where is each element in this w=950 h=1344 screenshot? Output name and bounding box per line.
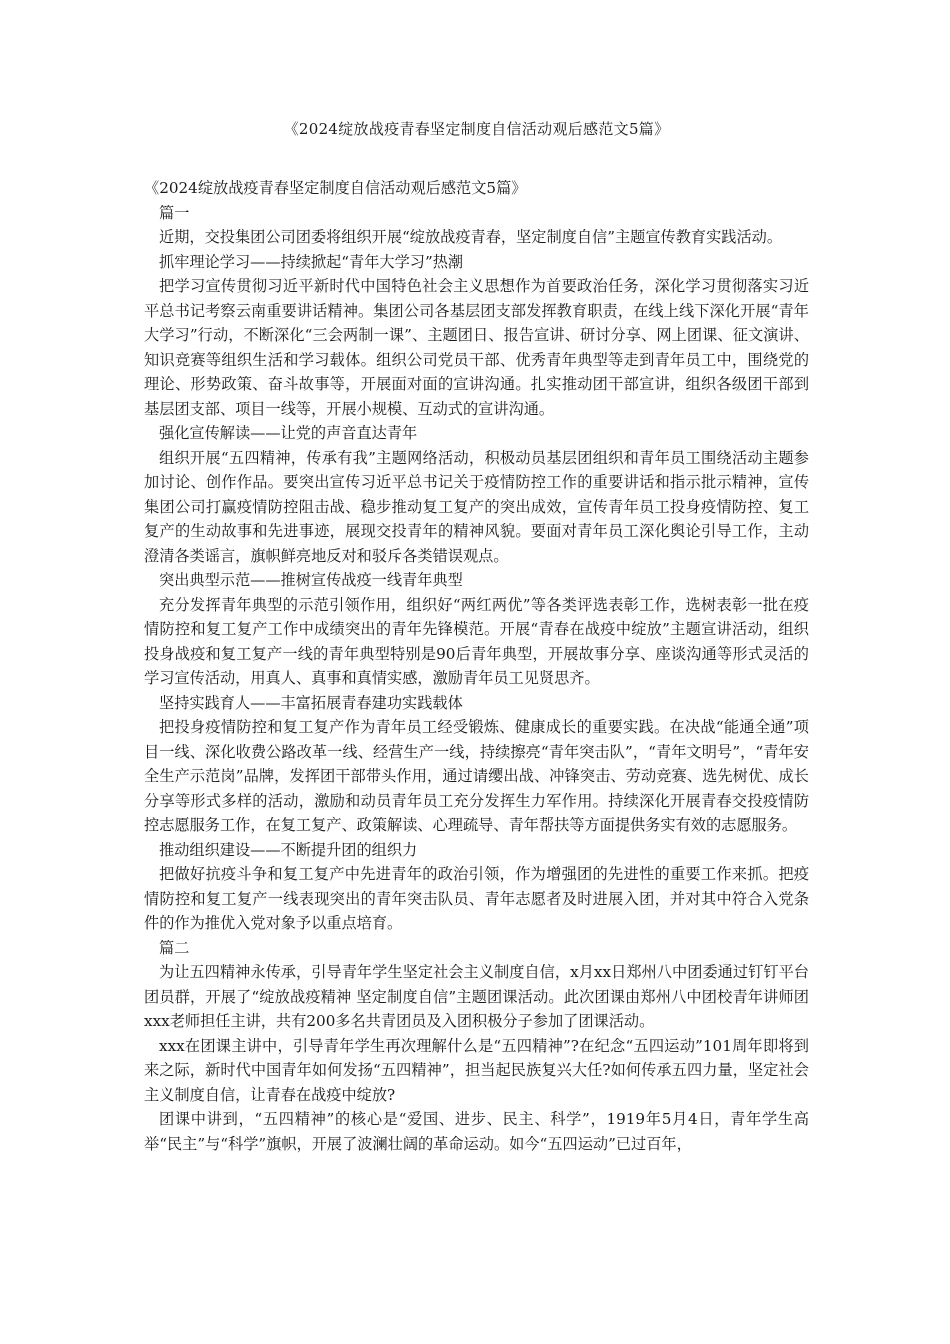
document-page xyxy=(144,118,809,1156)
paragraph: 把学习宣传贯彻习近平新时代中国特色社会主义思想作为首要政治任务，深化学习贯彻落实习近平总书记考察云南重要讲话精神。集团公司各基层团支部发挥教育职责，在线上线下深化开展“青年大学习”行动，不断深化“三会两制一课”、主题团日、报告宣讲、研讨分享、网上团课、征文演讲、知识竞赛等组织生活和学习载体。组织公司党员干部、优秀青年典型等走到青年员工中，围绕党的理论、形势政策、奋斗故事等，开展面对面的宣讲沟通。扎实推动团干部宣讲，组织各级团干部到基层团支部、项目一线等，开展小规模、互动式的宣讲沟通。 xyxy=(144,277,809,418)
section-heading: 坚持实践育人——丰富拓展青春建功实践载体 xyxy=(159,693,463,712)
paragraph: 组织开展“五四精神，传承有我”主题网络活动，积极动员基层团组织和青年员工围绕活动主题参加讨论、创作作品。要突出宣传习近平总书记关于疫情防控工作的重要讲话和指示批示精神，宣传集团公司打赢疫情防控阻击战、稳步推动复工复产的突出成效，宣传青年员工投身疫情防控、复工复产的生动故事和先进事迹，展现交投青年的精神风貌。要面对青年员工深化舆论引导工作，主动澄清各类谣言，旗帜鲜亮地反对和驳斥各类错误观点。 xyxy=(144,448,809,565)
content-blocks xyxy=(144,201,809,1157)
paragraph: xxx在团课主讲中，引导青年学生再次理解什么是“五四精神”?在纪念“五四运动”101周年即将到来之际，新时代中国青年如何发扬“五四精神”，担当起民族复兴大任?如何传承五四力量，坚定社会主义制度自信，让青春在战疫中绽放? xyxy=(144,1036,809,1104)
section-heading: 抓牢理论学习——持续掀起“青年大学习”热潮 xyxy=(159,252,464,271)
section-heading: 突出典型示范——推树宣传战疫一线青年典型 xyxy=(159,571,463,589)
paragraph: 团课中讲到，“五四精神”的核心是“爱国、进步、民主、科学”，1919年5月4日，青年学生高举“民主”与“科学”旗帜，开展了波澜壮阔的革命运动。如今“五四运动”已过百年， xyxy=(144,1110,809,1153)
paragraph: 把投身疫情防控和复工复产作为青年员工经受锻炼、健康成长的重要实践。在决战“能通全通”项目一线、深化收费公路改革一线、经营生产一线，持续擦亮“青年突击队”，“青年文明号”，“青年安全生产示范岗”品牌，发挥团干部带头作用，通过请缨出战、冲锋突击、劳动竞赛、选先树优、成长分享等形式多样的活动，激励和动员青年员工充分发挥生力军作用。持续深化开展青春交投疫情防控志愿服务工作，在复工复产、政策解读、心理疏导、青年帮扶等方面提供务实有效的志愿服务。 xyxy=(144,718,809,834)
document-subtitle: 《2024绽放战疫青春坚定制度自信活动观后感范文5篇》 xyxy=(144,179,527,197)
document-body xyxy=(144,176,809,1156)
paragraph: 充分发挥青年典型的示范引领作用，组织好“两红两优”等各类评选表彰工作，选树表彰一批在疫情防控和复工复产工作中成绩突出的青年先锋模范。开展“青春在战疫中绽放”主题宣讲活动，组织投身战疫和复工复产一线的青年典型特别是90后青年典型，开展故事分享、座谈沟通等形式灵活的学习宣传活动，用真人、真事和真情实感，激励青年员工见贤思齐。 xyxy=(144,595,809,687)
paragraph: 为让五四精神永传承，引导青年学生坚定社会主义制度自信，x月xx日郑州八中团委通过钉钉平台团员群，开展了“绽放战疫精神 坚定制度自信”主题团课活动。此次团课由郑州八中团校青年讲师团xxx老师担任主讲，共有200多名共青团员及入团积极分子参加了团课活动。 xyxy=(144,963,809,1030)
section-heading: 强化宣传解读——让党的声音直达青年 xyxy=(159,424,418,442)
document-title: 《2024绽放战疫青春坚定制度自信活动观后感范文5篇》 xyxy=(283,120,670,138)
paragraph: 把做好抗疫斗争和复工复产中先进青年的政治引领，作为增强团的先进性的重要工作来抓。把疫情防控和复工复产一线表现突出的青年突击队员、青年志愿者及时进展入团，并对其中符合入党条件的作为推优入党对象予以重点培育。 xyxy=(144,865,809,932)
section-heading: 篇一 xyxy=(159,203,190,222)
paragraph: 近期，交投集团公司团委将组织开展“绽放战疫青春，坚定制度自信”主题宣传教育实践活动。 xyxy=(159,228,783,246)
section-heading: 推动组织建设——不断提升团的组织力 xyxy=(159,840,418,859)
section-heading: 篇二 xyxy=(159,938,190,957)
